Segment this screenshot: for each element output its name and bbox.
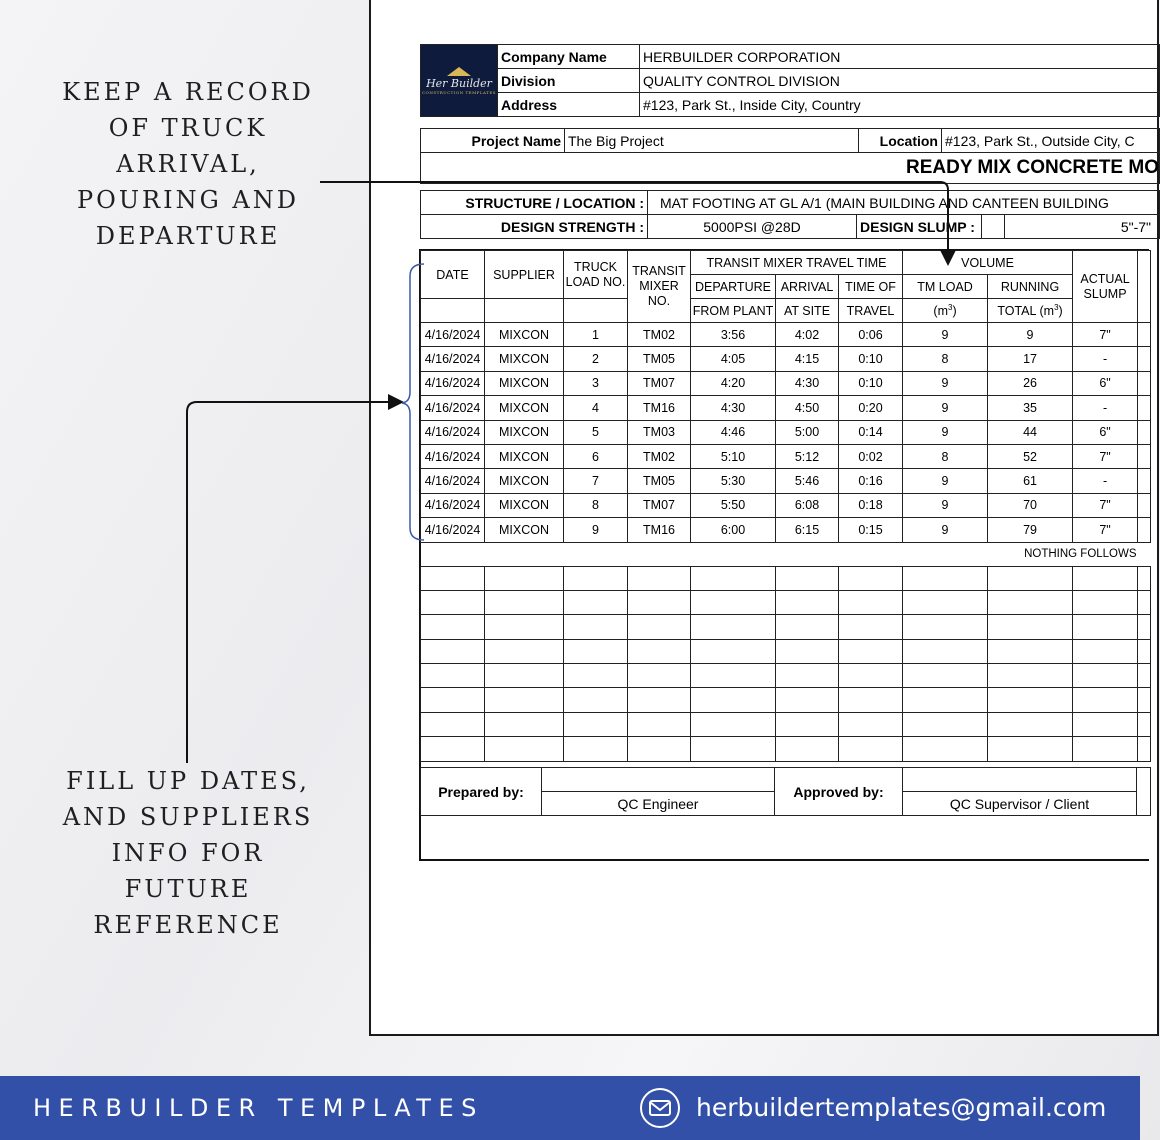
table-row xyxy=(421,518,1151,542)
empty-cell[interactable] xyxy=(1073,712,1138,736)
footer-bar xyxy=(0,1076,1140,1140)
cell-running-total: 9 xyxy=(988,323,1073,347)
address-label: Address xyxy=(498,93,640,117)
cell-edge xyxy=(1138,396,1151,420)
table-row xyxy=(421,444,1151,468)
cell-travel-time: 0:16 xyxy=(839,469,903,493)
prepared-by-label: Prepared by: xyxy=(421,768,542,816)
empty-cell[interactable] xyxy=(903,590,988,614)
cell-departure: 4:20 xyxy=(691,371,776,395)
cell-actual-slump: - xyxy=(1073,469,1138,493)
cell-supplier: MIXCON xyxy=(485,323,564,347)
col-edge xyxy=(1138,251,1151,323)
cell-travel-time: 0:10 xyxy=(839,347,903,371)
cell-arrival: 6:15 xyxy=(776,518,839,542)
empty-cell[interactable] xyxy=(839,590,903,614)
cell-supplier: MIXCON xyxy=(485,420,564,444)
empty-cell[interactable] xyxy=(485,712,564,736)
empty-cell[interactable] xyxy=(485,664,564,688)
empty-cell[interactable] xyxy=(988,590,1073,614)
col-tm-load-unit: $(m^3)$ xyxy=(903,299,988,323)
project-name-value: The Big Project xyxy=(565,129,859,153)
col-supplier-spacer xyxy=(485,299,564,323)
cell-transit-mixer: TM16 xyxy=(628,396,691,420)
empty-cell[interactable] xyxy=(691,664,776,688)
cell-departure: 4:46 xyxy=(691,420,776,444)
empty-cell[interactable] xyxy=(628,566,691,590)
cell-travel-time: 0:02 xyxy=(839,444,903,468)
empty-cell[interactable] xyxy=(628,639,691,663)
empty-cell[interactable] xyxy=(776,639,839,663)
cell-departure: 4:05 xyxy=(691,347,776,371)
approved-signature-line[interactable] xyxy=(903,768,1137,792)
empty-cell[interactable] xyxy=(628,615,691,639)
cell-arrival: 4:30 xyxy=(776,371,839,395)
col-arrival-top: ARRIVAL xyxy=(776,275,839,299)
cell-arrival: 4:02 xyxy=(776,323,839,347)
cell-departure: 5:50 xyxy=(691,493,776,517)
callout-line: OF TRUCK xyxy=(108,114,268,142)
empty-row xyxy=(421,737,1151,761)
col-volume-group: VOLUME xyxy=(903,251,1073,275)
empty-cell[interactable] xyxy=(903,566,988,590)
cell-date: 4/16/2024 xyxy=(421,347,485,371)
structure-value: MAT FOOTING AT GL A/1 (MAIN BUILDING AND CANTEEN BUILDING xyxy=(648,191,1160,215)
cell-travel-time: 0:15 xyxy=(839,518,903,542)
truck-log-table xyxy=(420,250,1151,762)
address-value: #123, Park St., Inside City, Country xyxy=(640,93,1160,117)
cell-truck-load: 2 xyxy=(564,347,628,371)
empty-row xyxy=(421,566,1151,590)
empty-cell[interactable] xyxy=(903,639,988,663)
empty-cell[interactable] xyxy=(564,639,628,663)
cell-arrival: 5:12 xyxy=(776,444,839,468)
empty-cell[interactable] xyxy=(628,688,691,712)
cell-transit-mixer: TM05 xyxy=(628,347,691,371)
empty-cell xyxy=(1138,639,1151,663)
empty-cell[interactable] xyxy=(839,639,903,663)
slump-label: DESIGN SLUMP : xyxy=(857,215,982,239)
table-row xyxy=(421,396,1151,420)
cell-transit-mixer: TM07 xyxy=(628,493,691,517)
cell-travel-time: 0:06 xyxy=(839,323,903,347)
empty-cell[interactable] xyxy=(776,737,839,761)
callout-line: ARRIVAL, xyxy=(116,150,260,178)
empty-cell[interactable] xyxy=(691,737,776,761)
cell-date: 4/16/2024 xyxy=(421,493,485,517)
house-logo-icon xyxy=(447,67,471,76)
prepared-signature-line[interactable] xyxy=(542,768,775,792)
cell-departure: 4:30 xyxy=(691,396,776,420)
cell-running-total: 17 xyxy=(988,347,1073,371)
project-header xyxy=(420,128,1160,184)
cell-truck-load: 9 xyxy=(564,518,628,542)
callout-line: POURING AND xyxy=(77,186,299,214)
empty-cell[interactable] xyxy=(1073,664,1138,688)
cell-supplier: MIXCON xyxy=(485,347,564,371)
empty-row xyxy=(421,615,1151,639)
cell-running-total: 44 xyxy=(988,420,1073,444)
cell-arrival: 6:08 xyxy=(776,493,839,517)
cell-actual-slump: 7" xyxy=(1073,493,1138,517)
empty-cell xyxy=(1138,712,1151,736)
empty-cell[interactable] xyxy=(903,712,988,736)
cell-tm-load: 9 xyxy=(903,518,988,542)
cell-actual-slump: 7" xyxy=(1073,444,1138,468)
empty-cell[interactable] xyxy=(628,664,691,688)
structure-block xyxy=(420,190,1160,239)
cell-tm-load: 8 xyxy=(903,347,988,371)
cell-truck-load: 6 xyxy=(564,444,628,468)
cell-actual-slump: 7" xyxy=(1073,518,1138,542)
cell-date: 4/16/2024 xyxy=(421,518,485,542)
empty-cell[interactable] xyxy=(628,590,691,614)
cell-running-total: 26 xyxy=(988,371,1073,395)
cell-arrival: 4:50 xyxy=(776,396,839,420)
cell-actual-slump: 6" xyxy=(1073,371,1138,395)
cell-arrival: 5:00 xyxy=(776,420,839,444)
empty-cell[interactable] xyxy=(903,615,988,639)
cell-travel-time: 0:10 xyxy=(839,371,903,395)
cell-edge xyxy=(1138,323,1151,347)
cell-transit-mixer: TM05 xyxy=(628,469,691,493)
cell-date: 4/16/2024 xyxy=(421,444,485,468)
cell-edge xyxy=(1138,444,1151,468)
company-name-label: Company Name xyxy=(498,45,640,69)
cell-truck-load: 4 xyxy=(564,396,628,420)
empty-cell[interactable] xyxy=(485,590,564,614)
empty-cell[interactable] xyxy=(988,664,1073,688)
slump-spacer xyxy=(982,215,1005,239)
cell-supplier: MIXCON xyxy=(485,371,564,395)
empty-row xyxy=(421,664,1151,688)
empty-cell[interactable] xyxy=(691,566,776,590)
empty-row xyxy=(421,590,1151,614)
col-truck-spacer xyxy=(564,299,628,323)
location-label: Location xyxy=(859,129,942,153)
empty-cell[interactable] xyxy=(776,590,839,614)
empty-cell[interactable] xyxy=(839,566,903,590)
cell-departure: 5:10 xyxy=(691,444,776,468)
empty-cell[interactable] xyxy=(628,712,691,736)
col-date: DATE xyxy=(421,251,485,299)
empty-cell[interactable] xyxy=(839,712,903,736)
empty-cell[interactable] xyxy=(485,639,564,663)
cell-truck-load: 1 xyxy=(564,323,628,347)
signature-block xyxy=(420,767,1151,816)
project-name-label: Project Name xyxy=(421,129,565,153)
empty-cell[interactable] xyxy=(421,737,485,761)
cell-arrival: 4:15 xyxy=(776,347,839,371)
empty-cell[interactable] xyxy=(564,664,628,688)
mail-icon xyxy=(640,1088,680,1128)
cell-truck-load: 7 xyxy=(564,469,628,493)
cell-transit-mixer: TM16 xyxy=(628,518,691,542)
table-row xyxy=(421,420,1151,444)
cell-tm-load: 9 xyxy=(903,323,988,347)
cell-running-total: 79 xyxy=(988,518,1073,542)
cell-supplier: MIXCON xyxy=(485,396,564,420)
empty-row xyxy=(421,639,1151,663)
cell-actual-slump: - xyxy=(1073,347,1138,371)
col-departure-top: DEPARTURE xyxy=(691,275,776,299)
empty-cell xyxy=(1138,664,1151,688)
col-transit-mixer: TRANSIT MIXER NO. xyxy=(628,251,691,323)
col-time-top: TIME OF xyxy=(839,275,903,299)
cell-supplier: MIXCON xyxy=(485,518,564,542)
cell-running-total: 70 xyxy=(988,493,1073,517)
callout-line: AND SUPPLIERS xyxy=(62,803,314,831)
callout-line: DEPARTURE xyxy=(95,222,281,250)
slump-value: 5"-7" xyxy=(1005,215,1160,239)
empty-cell[interactable] xyxy=(1073,737,1138,761)
empty-cell xyxy=(1138,688,1151,712)
cell-date: 4/16/2024 xyxy=(421,420,485,444)
cell-tm-load: 9 xyxy=(903,493,988,517)
empty-cell[interactable] xyxy=(1073,566,1138,590)
empty-cell[interactable] xyxy=(564,566,628,590)
cell-truck-load: 5 xyxy=(564,420,628,444)
empty-cell[interactable] xyxy=(839,688,903,712)
empty-cell[interactable] xyxy=(691,639,776,663)
col-tm-load: TM LOAD xyxy=(903,275,988,299)
empty-cell[interactable] xyxy=(421,639,485,663)
col-running-total-unit: TOTAL $(m^3)$ xyxy=(988,299,1073,323)
col-date-spacer xyxy=(421,299,485,323)
empty-cell[interactable] xyxy=(1073,590,1138,614)
empty-row xyxy=(421,712,1151,736)
cell-tm-load: 9 xyxy=(903,371,988,395)
cell-arrival: 5:46 xyxy=(776,469,839,493)
empty-cell[interactable] xyxy=(776,566,839,590)
empty-cell[interactable] xyxy=(988,566,1073,590)
empty-cell[interactable] xyxy=(1073,688,1138,712)
signature-edge xyxy=(1137,768,1151,816)
cell-actual-slump: 6" xyxy=(1073,420,1138,444)
empty-cell[interactable] xyxy=(776,688,839,712)
empty-cell[interactable] xyxy=(903,688,988,712)
col-supplier: SUPPLIER xyxy=(485,251,564,299)
empty-cell[interactable] xyxy=(691,615,776,639)
cell-transit-mixer: TM07 xyxy=(628,371,691,395)
empty-cell[interactable] xyxy=(988,615,1073,639)
empty-cell[interactable] xyxy=(564,590,628,614)
empty-cell[interactable] xyxy=(691,590,776,614)
empty-cell[interactable] xyxy=(776,615,839,639)
empty-cell[interactable] xyxy=(839,615,903,639)
strength-value: 5000PSI @28D xyxy=(648,215,857,239)
empty-cell[interactable] xyxy=(564,737,628,761)
empty-cell[interactable] xyxy=(691,712,776,736)
empty-cell[interactable] xyxy=(485,737,564,761)
empty-cell[interactable] xyxy=(564,688,628,712)
empty-cell xyxy=(1138,615,1151,639)
prepared-role: QC Engineer xyxy=(542,792,775,816)
cell-tm-load: 9 xyxy=(903,396,988,420)
cell-edge xyxy=(1138,420,1151,444)
nothing-follows-row xyxy=(421,542,1151,566)
cell-tm-load: 9 xyxy=(903,469,988,493)
col-arrival-bottom: AT SITE xyxy=(776,299,839,323)
table-row xyxy=(421,323,1151,347)
company-header xyxy=(420,44,1160,117)
cell-edge xyxy=(1138,469,1151,493)
cell-date: 4/16/2024 xyxy=(421,469,485,493)
division-label: Division xyxy=(498,69,640,93)
cell-edge xyxy=(1138,493,1151,517)
table-row xyxy=(421,371,1151,395)
cell-date: 4/16/2024 xyxy=(421,323,485,347)
table-row xyxy=(421,493,1151,517)
cell-departure: 6:00 xyxy=(691,518,776,542)
empty-row xyxy=(421,688,1151,712)
empty-cell[interactable] xyxy=(903,737,988,761)
empty-cell[interactable] xyxy=(1073,615,1138,639)
empty-cell[interactable] xyxy=(776,664,839,688)
empty-cell[interactable] xyxy=(564,712,628,736)
cell-date: 4/16/2024 xyxy=(421,371,485,395)
cell-truck-load: 3 xyxy=(564,371,628,395)
empty-cell[interactable] xyxy=(839,737,903,761)
brand-name: HERBUILDER TEMPLATES xyxy=(33,1094,484,1122)
empty-cell[interactable] xyxy=(1073,639,1138,663)
empty-cell[interactable] xyxy=(903,664,988,688)
nothing-follows-label: NOTHING FOLLOWS xyxy=(421,542,1151,566)
cell-supplier: MIXCON xyxy=(485,444,564,468)
empty-cell[interactable] xyxy=(421,712,485,736)
logo-tagline: CONSTRUCTION TEMPLATES xyxy=(421,89,497,95)
approved-role: QC Supervisor / Client xyxy=(903,792,1137,816)
contact-email[interactable]: herbuildertemplates@gmail.com xyxy=(696,1093,1107,1122)
cell-transit-mixer: TM02 xyxy=(628,444,691,468)
cell-actual-slump: - xyxy=(1073,396,1138,420)
cell-departure: 5:30 xyxy=(691,469,776,493)
cell-running-total: 52 xyxy=(988,444,1073,468)
structure-label: STRUCTURE / LOCATION : xyxy=(421,191,648,215)
col-actual-slump: ACTUAL SLUMP xyxy=(1073,251,1138,323)
callout-line: INFO FOR FUTURE xyxy=(111,839,265,903)
empty-cell[interactable] xyxy=(776,712,839,736)
empty-cell[interactable] xyxy=(988,737,1073,761)
empty-cell[interactable] xyxy=(628,737,691,761)
empty-cell[interactable] xyxy=(421,688,485,712)
empty-cell[interactable] xyxy=(485,566,564,590)
empty-cell xyxy=(1138,590,1151,614)
col-departure-bottom: FROM PLANT xyxy=(691,299,776,323)
cell-supplier: MIXCON xyxy=(485,469,564,493)
strength-label: DESIGN STRENGTH : xyxy=(421,215,648,239)
empty-cell[interactable] xyxy=(485,688,564,712)
cell-travel-time: 0:14 xyxy=(839,420,903,444)
empty-cell[interactable] xyxy=(421,664,485,688)
table-row xyxy=(421,469,1151,493)
empty-cell[interactable] xyxy=(691,688,776,712)
col-time-bottom: TRAVEL xyxy=(839,299,903,323)
cell-travel-time: 0:20 xyxy=(839,396,903,420)
callout-fill-dates xyxy=(48,763,328,943)
cell-transit-mixer: TM03 xyxy=(628,420,691,444)
empty-cell[interactable] xyxy=(421,590,485,614)
empty-cell[interactable] xyxy=(839,664,903,688)
cell-tm-load: 8 xyxy=(903,444,988,468)
cell-edge xyxy=(1138,371,1151,395)
cell-tm-load: 9 xyxy=(903,420,988,444)
cell-edge xyxy=(1138,347,1151,371)
cell-travel-time: 0:18 xyxy=(839,493,903,517)
cell-date: 4/16/2024 xyxy=(421,396,485,420)
empty-cell xyxy=(1138,566,1151,590)
empty-cell[interactable] xyxy=(988,712,1073,736)
document-title: READY MIX CONCRETE MO xyxy=(421,153,1160,184)
empty-cell[interactable] xyxy=(564,615,628,639)
company-name-value: HERBUILDER CORPORATION xyxy=(640,45,1160,69)
empty-cell[interactable] xyxy=(485,615,564,639)
empty-cell xyxy=(1138,737,1151,761)
empty-cell[interactable] xyxy=(421,566,485,590)
approved-by-label: Approved by: xyxy=(775,768,903,816)
empty-cell[interactable] xyxy=(988,688,1073,712)
callout-truck-record xyxy=(60,74,316,254)
cell-running-total: 61 xyxy=(988,469,1073,493)
callout-line: FILL UP DATES, xyxy=(66,767,310,795)
empty-cell[interactable] xyxy=(988,639,1073,663)
cell-departure: 3:56 xyxy=(691,323,776,347)
location-value: #123, Park St., Outside City, C xyxy=(942,129,1160,153)
cell-supplier: MIXCON xyxy=(485,493,564,517)
col-truck-load: TRUCK LOAD NO. xyxy=(564,251,628,299)
cell-running-total: 35 xyxy=(988,396,1073,420)
cell-actual-slump: 7" xyxy=(1073,323,1138,347)
empty-cell[interactable] xyxy=(421,615,485,639)
col-running-total: RUNNING xyxy=(988,275,1073,299)
cell-truck-load: 8 xyxy=(564,493,628,517)
col-travel-group: TRANSIT MIXER TRAVEL TIME xyxy=(691,251,903,275)
cell-transit-mixer: TM02 xyxy=(628,323,691,347)
company-logo xyxy=(421,45,498,117)
cell-edge xyxy=(1138,518,1151,542)
callout-line: REFERENCE xyxy=(93,911,283,939)
division-value: QUALITY CONTROL DIVISION xyxy=(640,69,1160,93)
callout-line: KEEP A RECORD xyxy=(62,78,314,106)
logo-script: Her Builder xyxy=(426,76,492,90)
table-row xyxy=(421,347,1151,371)
